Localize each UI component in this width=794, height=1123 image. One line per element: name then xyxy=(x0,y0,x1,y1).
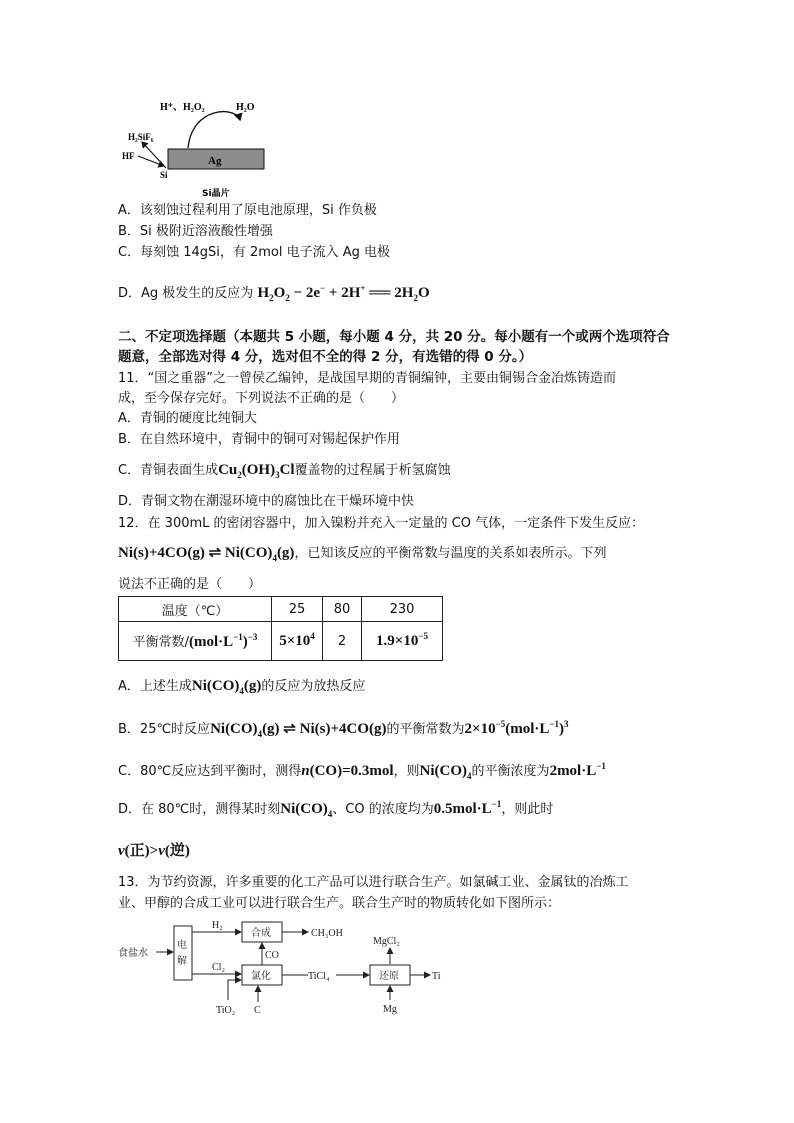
q12-stem-line3: 说法不正确的是（ ） xyxy=(118,577,262,592)
table-k-80: 2 xyxy=(323,622,362,661)
label-hf: HF xyxy=(122,151,135,161)
label-salt-water: 食盐水 xyxy=(118,948,148,959)
label-mg: Mg xyxy=(383,1004,397,1015)
process-flow-diagram xyxy=(118,918,448,1016)
q11-stem-line1: 11．“国之重器”之一曾侯乙编钟，是战国早期的青铜编钟，主要由铜锡合金冶炼铸造而 xyxy=(118,371,617,386)
label-cl2: Cl₂ xyxy=(212,962,225,973)
table-k-230: $1.9\times 10^{-5}$ xyxy=(362,622,443,661)
equilibrium-constant-table xyxy=(118,596,443,661)
h2sif6-arrow xyxy=(142,142,166,168)
q12-option-d: D．在 80℃时，测得某时刻$Ni(CO)_4$、CO 的浓度均为$0.5mol\cdot L^{-1}$，则此时 xyxy=(118,799,554,819)
q10-option-d: D．Ag 极发生的反应为 $H_2O_2 - 2e^- + 2H^+$ ══ $2H_2O$ xyxy=(118,283,430,303)
section-2-heading-line1: 二、不定项选择题（本题共 5 小题，每小题 4 分，共 20 分。每小题有一个或两个选项符合 xyxy=(118,329,670,345)
label-h-h2o2: H⁺、H₂O₂ xyxy=(160,102,205,113)
table-header-temperature: 温度（℃） xyxy=(119,597,272,622)
q13-stem-line1: 13．为节约资源，许多重要的化工产品可以进行联合生产。如氯碱工业、金属钛的冶炼工 xyxy=(118,875,629,890)
electron-arc xyxy=(188,112,240,148)
label-synthesis: 合成 xyxy=(251,928,271,939)
q11-option-b: B．在自然环境中，青铜中的铜可对锡起保护作用 xyxy=(118,432,400,447)
table-k-25: $5\times 10^4$ xyxy=(272,622,323,661)
si-wafer-caption: Si晶片 xyxy=(202,189,230,199)
label-ticl4: TiCl₄ xyxy=(308,971,330,982)
label-ch3oh: CH₃OH xyxy=(311,928,343,939)
q11-option-a: A．青铜的硬度比纯铜大 xyxy=(118,411,257,426)
q11-stem-line2: 成，至今保存完好。下列说法不正确的是（ ） xyxy=(118,391,405,406)
q12-option-c: C．80℃反应达到平衡时，测得n(CO)=0.3mol，则$Ni(CO)_4$的平衡浓度为$2mol\cdot L^{-1}$ xyxy=(118,761,606,781)
table-temp-80: 80 xyxy=(323,597,362,622)
label-h2o: H₂O xyxy=(236,102,255,113)
section-2-heading-line2: 题意，全部选对得 4 分，选对但不全的得 2 分，有选错的得 0 分。） xyxy=(118,349,533,365)
label-c: C xyxy=(254,1005,261,1016)
etching-diagram xyxy=(118,96,278,204)
label-mgcl2: MgCl₂ xyxy=(373,936,400,947)
q12-option-a: A．上述生成$Ni(CO)_4(g)$的反应为放热反应 xyxy=(118,678,366,696)
label-reduction: 还原 xyxy=(379,971,399,982)
q10-option-b: B．Si 极附近溶液酸性增强 xyxy=(118,224,273,239)
table-header-k: 平衡常数$/(mol\cdot L^{-1})^{-3}$ xyxy=(119,622,272,661)
q13-stem-line2: 业、甲醇的合成工业可以进行联合生产。联合生产时的物质转化如下图所示： xyxy=(118,896,561,911)
electrolysis-box xyxy=(174,926,192,980)
q11-option-d: D．青铜文物在潮湿环境中的腐蚀比在干燥环境中快 xyxy=(118,494,415,509)
q12-stem-line2: Ni(s)+4CO(g) ⇌ $Ni(CO)_4(g)$，已知该反应的平衡常数与温度的关系如表所示。下列 xyxy=(118,545,607,563)
table-temp-25: 25 xyxy=(272,597,323,622)
q11-option-c: C．青铜表面生成$Cu_2(OH)_3Cl$覆盖物的过程属于析氢腐蚀 xyxy=(118,462,451,480)
label-electrolysis-1: 电 xyxy=(177,940,187,951)
q12-stem-line1: 12．在 300mL 的密闭容器中，加入镍粉并充入一定量的 CO 气体，一定条件下发生反应： xyxy=(118,516,645,531)
label-tio2: TiO₂ xyxy=(216,1005,236,1016)
label-chlorination: 氯化 xyxy=(251,971,271,982)
label-electrolysis-2: 解 xyxy=(177,956,187,967)
label-ag: Ag xyxy=(208,155,222,167)
q10-option-a: A．该刻蚀过程利用了原电池原理，Si 作负极 xyxy=(118,203,377,218)
q10-option-c: C．每刻蚀 14gSi，有 2mol 电子流入 Ag 电极 xyxy=(118,245,391,260)
q12-option-b: B．25℃时反应$Ni(CO)_4(g)$ ⇌ Ni(s)+4CO(g)的平衡常数为$2\times 10^{-5}(mol\cdot L^{-1})^3$ xyxy=(118,719,569,739)
label-si: Si xyxy=(160,170,168,180)
q12-option-d-rate: v(正)>v(逆) xyxy=(118,843,190,859)
label-ti: Ti xyxy=(432,971,441,982)
label-h2: H₂ xyxy=(212,920,223,931)
table-temp-230: 230 xyxy=(362,597,443,622)
label-h2sif6: H₂SiF₆ xyxy=(128,132,154,142)
label-co: CO xyxy=(265,950,279,961)
